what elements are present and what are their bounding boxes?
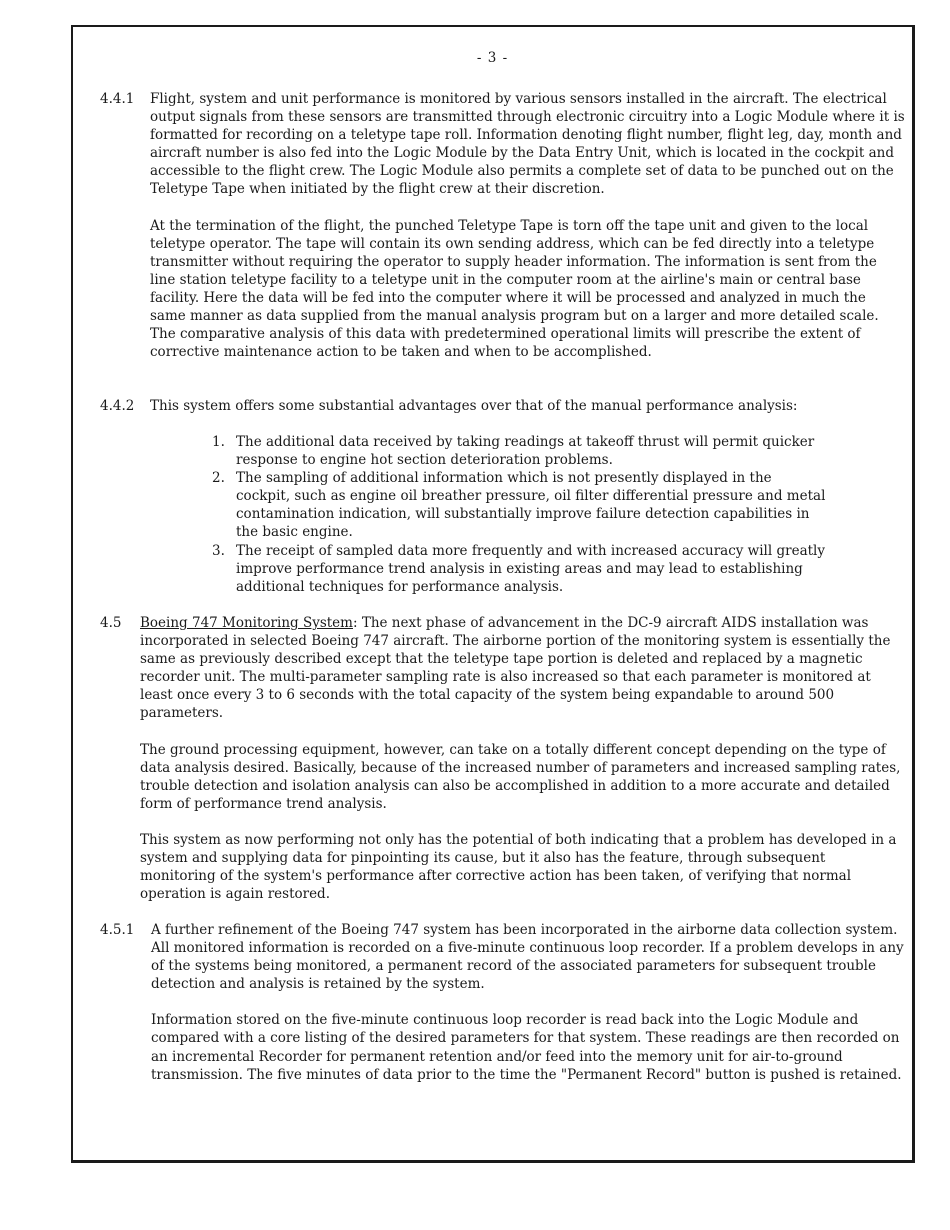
list-item-text: The sampling of additional information which is not presently displayed in the cockpit, such as engine oil breather pressure, oil filter differential pressure and metal contamination indication, will substantially improve failure detection capabilities in the basic engine.	[236, 470, 826, 541]
list-item-number: 2.	[212, 470, 225, 487]
paragraph: A further refinement of the Boeing 747 system has been incorporated in the airborne data collection system. All monitored information is recorded on a five-minute continuous loop recorder. If a problem develops in any of the systems being monitored, a permanent record of the associated parameters for subsequent trouble detection and analysis is retained by the system.	[151, 922, 904, 993]
section-4-4-1	[100, 90, 905, 361]
paragraph: This system as now performing not only has the potential of both indicating that a problem has developed in a system and supplying data for pinpointing its cause, but it also has the feature, through subsequent monitoring of the system's performance after corrective action has been taken, of verifying that normal operation is again restored.	[140, 831, 897, 903]
section-4-5	[100, 614, 905, 903]
paragraph	[100, 614, 905, 723]
list-item-number: 3.	[212, 542, 225, 559]
list-item-text: The additional data received by taking readings at takeoff thrust will permit quicker response to engine hot section deterioration problems.	[236, 434, 815, 469]
section-4-5-1	[100, 921, 905, 1084]
advantages-list	[186, 433, 826, 596]
paragraph: At the termination of the flight, the punched Teletype Tape is torn off the tape unit and given to the local teletype operator. The tape will contain its own sending address, which can be fed directly into a teletype transmitter without requiring the operator to supply header information. The information is sent from the line station teletype facility to a teletype unit in the computer room at the airline's main or central base facility. Here the data will be fed into the computer where it will be processed and analyzed in much the same manner as data supplied from the manual analysis program but on a larger and more detailed scale. The comparative analysis of this data with predetermined operational limits will prescribe the extent of corrective maintenance action to be taken and when to be accomplished.	[150, 217, 879, 361]
section-number: 4.5	[100, 615, 122, 631]
list-item-text: The receipt of sampled data more frequently and with increased accuracy will greatly improve performance trend analysis in existing areas and may lead to establishing additional techniques for performance analysis.	[236, 542, 825, 595]
paragraph-text: : The next phase of advancement in the DC-9 aircraft AIDS installation was incorporated in selected Boeing 747 aircraft. The airborne portion of the monitoring system is essentially the same as previously described except that the teletype tape portion is deleted and replaced by a magnetic recorder unit. The multi-parameter sampling rate is also increased so that each parameter is monitored at least once every 3 to 6 seconds with the total capacity of the system being expandable to around 500 parameters.	[140, 615, 891, 722]
paragraph: Flight, system and unit performance is monitored by various sensors installed in the aircraft. The electrical output signals from these sensors are transmitted through electronic circuitry into a Logic Module where it is formatted for recording on a teletype tape roll. Information denoting flight number, flight leg, day, month and aircraft number is also fed into the Logic Module by the Data Entry Unit, which is located in the cockpit and accessible to the flight crew. The Logic Module also permits a complete set of data to be punched out on the Teletype Tape when initiated by the flight crew at their discretion.	[150, 91, 905, 198]
list-item	[186, 469, 826, 541]
paragraph: Information stored on the five-minute continuous loop recorder is read back into the Logic Module and compared with a core listing of the desired parameters for that system. These readings are then recorded on an incremental Recorder for permanent retention and/or feed into the memory unit for air-to-ground transmission. The five minutes of data prior to the time the "Permanent Record" button is pushed is retained.	[151, 1012, 902, 1083]
section-4-4-2	[100, 397, 905, 415]
section-number: 4.4.1	[100, 91, 135, 107]
list-item-number: 1.	[212, 434, 225, 450]
section-title: Boeing 747 Monitoring System	[140, 615, 353, 631]
page-number: - 3 -	[476, 50, 509, 66]
paragraph: The ground processing equipment, however, can take on a totally different concept depending on the type of data analysis desired. Basically, because of the increased number of parameters and increased sampling rates, trouble detection and isolation analysis can also be accomplished in addition to a more accurate and detailed form of performance trend analysis.	[140, 741, 901, 812]
section-number: 4.4.2	[100, 398, 135, 414]
paragraph: This system offers some substantial advantages over that of the manual performance analysis:	[150, 398, 798, 414]
list-item	[186, 542, 826, 596]
list-item	[186, 433, 826, 469]
section-number: 4.5.1	[100, 922, 135, 938]
